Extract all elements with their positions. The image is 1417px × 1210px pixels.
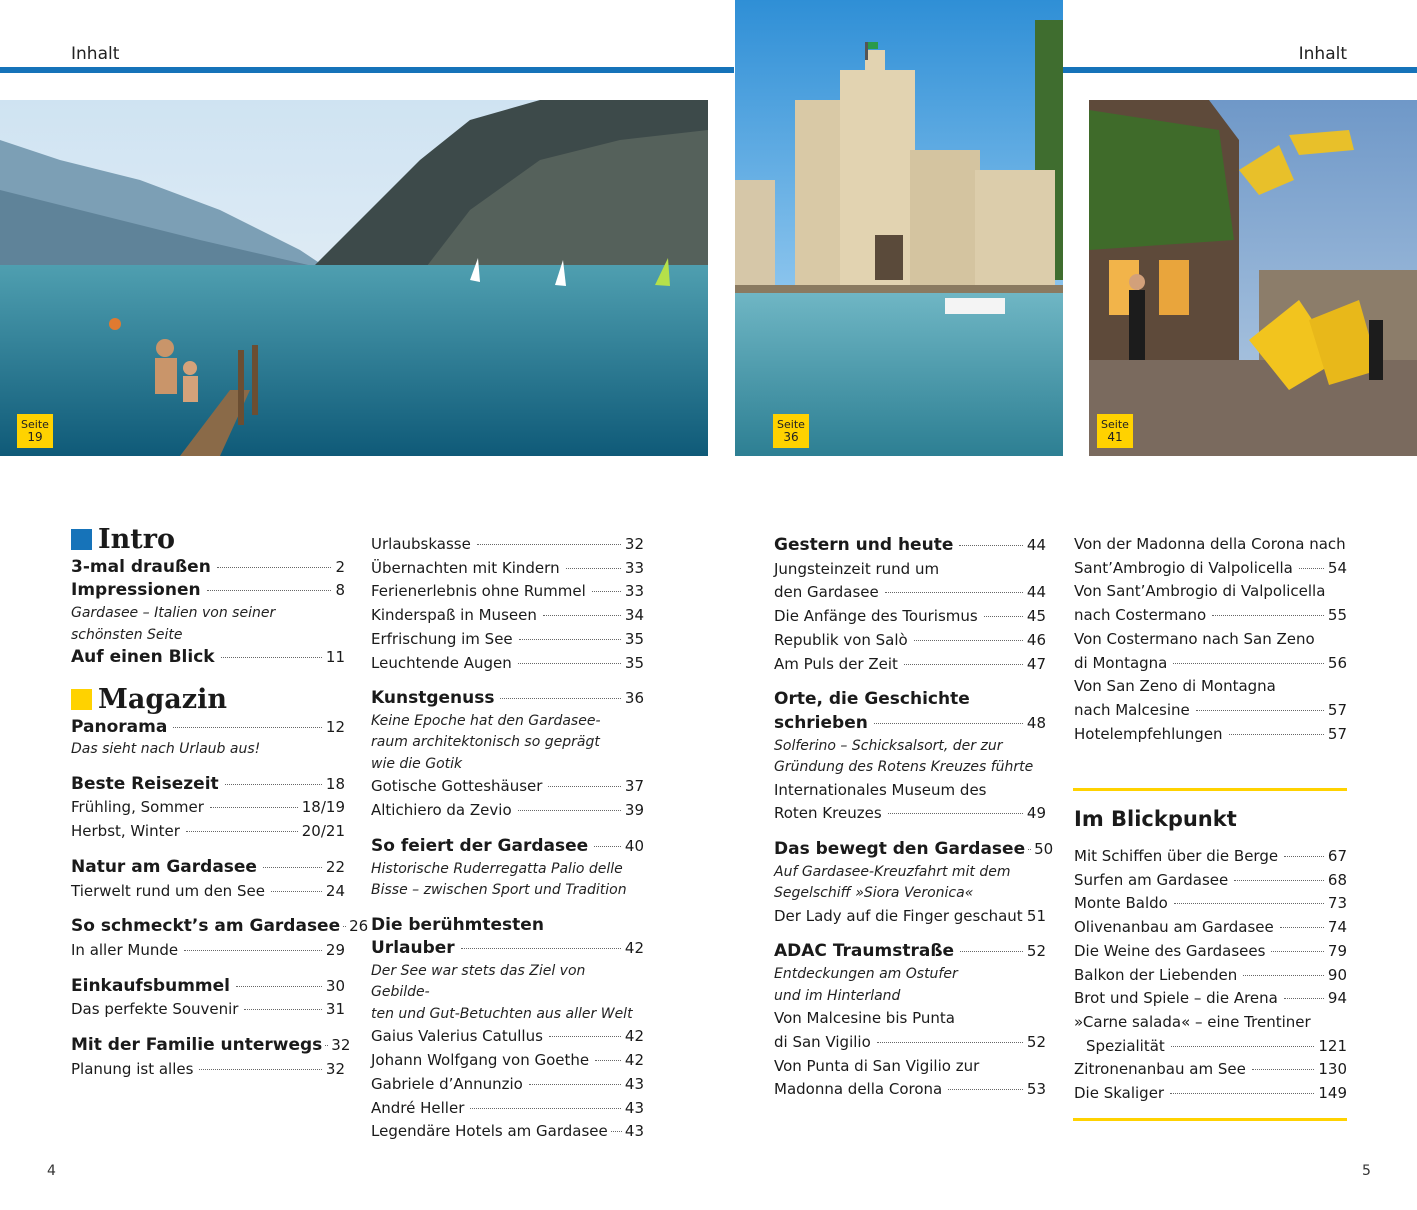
divider-yellow-bottom: [1073, 1118, 1347, 1121]
toc-subtitle: raum architektonisch so geprägt: [371, 734, 600, 751]
toc-subtitle: Der See war stets das Ziel von Gebilde-: [371, 962, 586, 1001]
toc-entry[interactable]: Die Anfänge des Tourismus 45: [774, 607, 1046, 626]
toc-entry[interactable]: Hotelempfehlungen 57: [1074, 724, 1347, 743]
toc-entry[interactable]: Herbst, Winter 20/21: [71, 822, 345, 841]
toc-entry[interactable]: Monte Baldo 73: [1074, 894, 1347, 913]
toc-subtitle: Historische Ruderregatta Palio delle: [371, 860, 623, 877]
toc-subtitle: ten und Gut-Betuchten aus aller Welt: [371, 1005, 633, 1022]
castle-photo-illustration: [735, 0, 1063, 456]
toc-entry[interactable]: Balkon der Liebenden 90: [1074, 965, 1347, 984]
festival-photo-illustration: [1089, 100, 1417, 456]
toc-entry[interactable]: Republik von Salò 46: [774, 630, 1046, 649]
toc-entry[interactable]: Das perfekte Souvenir 31: [71, 1000, 345, 1019]
toc-entry-line[interactable]: Von Costermano nach San Zeno: [1074, 629, 1315, 648]
toc-entry[interactable]: ADAC Traumstraße 52: [774, 941, 1046, 962]
toc-subtitle: Solferino – Schicksalsort, der zur: [774, 737, 1003, 754]
section-marker-yellow: [71, 689, 92, 710]
toc-entry-line[interactable]: »Carne salada« – eine Trentiner: [1074, 1012, 1311, 1031]
toc-entry[interactable]: Auf einen Blick 11: [71, 647, 345, 668]
toc-entry-line[interactable]: Jungsteinzeit rund um: [774, 559, 940, 578]
toc-subtitle: Gründung des Rotens Kreuzes führte: [774, 759, 1034, 776]
toc-entry[interactable]: Urlaubskasse 32: [371, 535, 644, 553]
toc-entry[interactable]: Erfrischung im See 35: [371, 629, 644, 648]
divider-yellow-top: [1073, 788, 1347, 791]
toc-entry[interactable]: Roten Kreuzes 49: [774, 804, 1046, 823]
lake-photo-illustration: [0, 100, 708, 456]
toc-subtitle: Das sieht nach Urlaub aus!: [71, 741, 261, 758]
page-ref-number: 41: [1107, 430, 1123, 444]
castle-photo: [735, 0, 1063, 456]
page-number-left: 4: [47, 1163, 56, 1179]
toc-entry[interactable]: Die Weine des Gardasees 79: [1074, 941, 1347, 960]
toc-subtitle: Bisse – zwischen Sport und Tradition: [371, 882, 627, 899]
toc-entry[interactable]: André Heller 43: [371, 1098, 644, 1117]
header-rule-left: [0, 67, 734, 73]
toc-subtitle: Gardasee – Italien von seiner: [71, 605, 276, 622]
running-header-left: Inhalt: [71, 44, 120, 64]
toc-entry[interactable]: Beste Reisezeit 18: [71, 773, 345, 794]
toc-entry[interactable]: Die Skaliger 149: [1074, 1084, 1347, 1103]
toc-subtitle: Entdeckungen am Ostufer: [774, 966, 958, 983]
toc-entry[interactable]: Johann Wolfgang von Goethe 42: [371, 1051, 644, 1070]
toc-entry[interactable]: Legendäre Hotels am Gardasee 43: [371, 1122, 644, 1141]
toc-entry[interactable]: Kinderspaß in Museen 34: [371, 606, 644, 625]
section-magazin: [71, 683, 345, 715]
section-title-blickpunkt: Im Blickpunkt: [1074, 807, 1237, 831]
toc-subtitle: schönsten Seite: [71, 626, 183, 643]
toc-entry[interactable]: Altichiero da Zevio 39: [371, 801, 644, 820]
toc-entry[interactable]: Madonna della Corona 53: [774, 1080, 1046, 1099]
toc-entry-line[interactable]: Von Sant’Ambrogio di Valpolicella: [1074, 582, 1326, 601]
toc-entry[interactable]: Gestern und heute 44: [774, 535, 1046, 555]
toc-entry[interactable]: Kunstgenuss 36: [371, 688, 644, 709]
toc-entry-line[interactable]: Internationales Museum des: [774, 780, 987, 799]
toc-entry[interactable]: Ferienerlebnis ohne Rummel 33: [371, 582, 644, 601]
toc-entry[interactable]: Mit der Familie unterwegs 32: [71, 1035, 351, 1056]
toc-entry[interactable]: Planung ist alles 32: [71, 1059, 345, 1078]
toc-entry[interactable]: Sant’Ambrogio di Valpolicella 54: [1074, 558, 1347, 577]
toc-entry[interactable]: So schmeckt’s am Gardasee 26: [71, 916, 369, 937]
toc-entry-line[interactable]: Die berühmtesten: [371, 914, 544, 935]
toc-entry[interactable]: Gaius Valerius Catullus 42: [371, 1027, 644, 1046]
toc-entry[interactable]: Am Puls der Zeit 47: [774, 654, 1046, 673]
section-intro: [71, 524, 345, 555]
toc-subtitle: Segelschiff »Siora Veronica«: [774, 885, 974, 902]
page-ref-badge-2: [773, 414, 809, 448]
lake-photo: [0, 100, 708, 456]
toc-entry[interactable]: 3-mal draußen 2: [71, 556, 345, 577]
header-rule-right: [1063, 67, 1417, 73]
toc-column-2: [371, 533, 644, 1144]
toc-entry[interactable]: Gotische Gotteshäuser 37: [371, 777, 644, 796]
toc-entry[interactable]: nach Malcesine 57: [1074, 700, 1347, 719]
page-ref-label: Seite: [777, 418, 805, 431]
toc-entry[interactable]: Tierwelt rund um den See 24: [71, 881, 345, 900]
toc-entry[interactable]: Brot und Spiele – die Arena 94: [1074, 989, 1347, 1008]
section-marker-blue: [71, 529, 92, 550]
toc-subtitle: Auf Gardasee-Kreuzfahrt mit dem: [774, 863, 1011, 880]
toc-entry[interactable]: Impressionen 8: [71, 580, 345, 601]
toc-entry[interactable]: Panorama 12: [71, 716, 345, 737]
toc-entry[interactable]: di San Vigilio 52: [774, 1032, 1046, 1051]
toc-entry[interactable]: Einkaufsbummel 30: [71, 975, 345, 996]
toc-entry[interactable]: Frühling, Sommer 18/19: [71, 798, 345, 817]
page-ref-badge-1: [17, 414, 53, 448]
section-title-magazin: Magazin: [98, 683, 227, 715]
page-ref-label: Seite: [1101, 418, 1129, 431]
toc-entry-line[interactable]: Orte, die Geschichte: [774, 689, 970, 710]
toc-entry[interactable]: Zitronenanbau am See 130: [1074, 1060, 1347, 1079]
festival-photo: [1089, 100, 1417, 456]
toc-entry[interactable]: Der Lady auf die Finger geschaut 51: [774, 906, 1046, 925]
running-header-right: Inhalt: [1298, 44, 1347, 64]
page-number-right: 5: [1362, 1163, 1371, 1179]
toc-entry[interactable]: Natur am Gardasee 22: [71, 856, 345, 877]
toc-entry[interactable]: Übernachten mit Kindern 33: [371, 558, 644, 577]
toc-subtitle: Keine Epoche hat den Gardasee-: [371, 712, 601, 729]
section-title-intro: Intro: [98, 524, 175, 555]
toc-entry[interactable]: In aller Munde 29: [71, 940, 345, 959]
toc-entry[interactable]: Urlauber 42: [371, 938, 644, 959]
toc-entry[interactable]: Mit Schiffen über die Berge 67: [1074, 847, 1347, 865]
toc-entry[interactable]: Olivenanbau am Gardasee 74: [1074, 918, 1347, 937]
toc-entry-line[interactable]: Von der Madonna della Corona nach: [1074, 535, 1346, 553]
page-ref-number: 36: [783, 430, 799, 444]
toc-entry[interactable]: schrieben 48: [774, 712, 1046, 733]
toc-column-1: [71, 524, 369, 1081]
toc-entry[interactable]: Das bewegt den Gardasee 50: [774, 839, 1054, 860]
page-ref-label: Seite: [21, 418, 49, 431]
toc-entry[interactable]: Surfen am Gardasee 68: [1074, 870, 1347, 889]
toc-column-3: [774, 534, 1054, 1102]
toc-entry-line[interactable]: Von San Zeno di Montagna: [1074, 677, 1276, 696]
toc-entry[interactable]: Gabriele d’Annunzio 43: [371, 1074, 644, 1093]
toc-entry[interactable]: So feiert der Gardasee 40: [371, 835, 644, 856]
toc-subtitle: und im Hinterland: [774, 987, 901, 1004]
toc-entry[interactable]: di Montagna 56: [1074, 653, 1347, 672]
toc-column-4: [1074, 533, 1347, 746]
page-ref-number: 19: [27, 430, 43, 444]
toc-entry-line[interactable]: Von Malcesine bis Punta: [774, 1009, 955, 1028]
toc-subtitle: wie die Gotik: [371, 755, 463, 772]
toc-entry-line[interactable]: Von Punta di San Vigilio zur: [774, 1056, 980, 1075]
toc-column-4-blickpunkt: [1074, 845, 1347, 1106]
toc-entry[interactable]: Leuchtende Augen 35: [371, 653, 644, 672]
toc-entry[interactable]: den Gardasee 44: [774, 583, 1046, 602]
toc-entry[interactable]: Spezialität 121: [1086, 1036, 1347, 1055]
page-ref-badge-3: [1097, 414, 1133, 448]
toc-entry[interactable]: nach Costermano 55: [1074, 606, 1347, 625]
